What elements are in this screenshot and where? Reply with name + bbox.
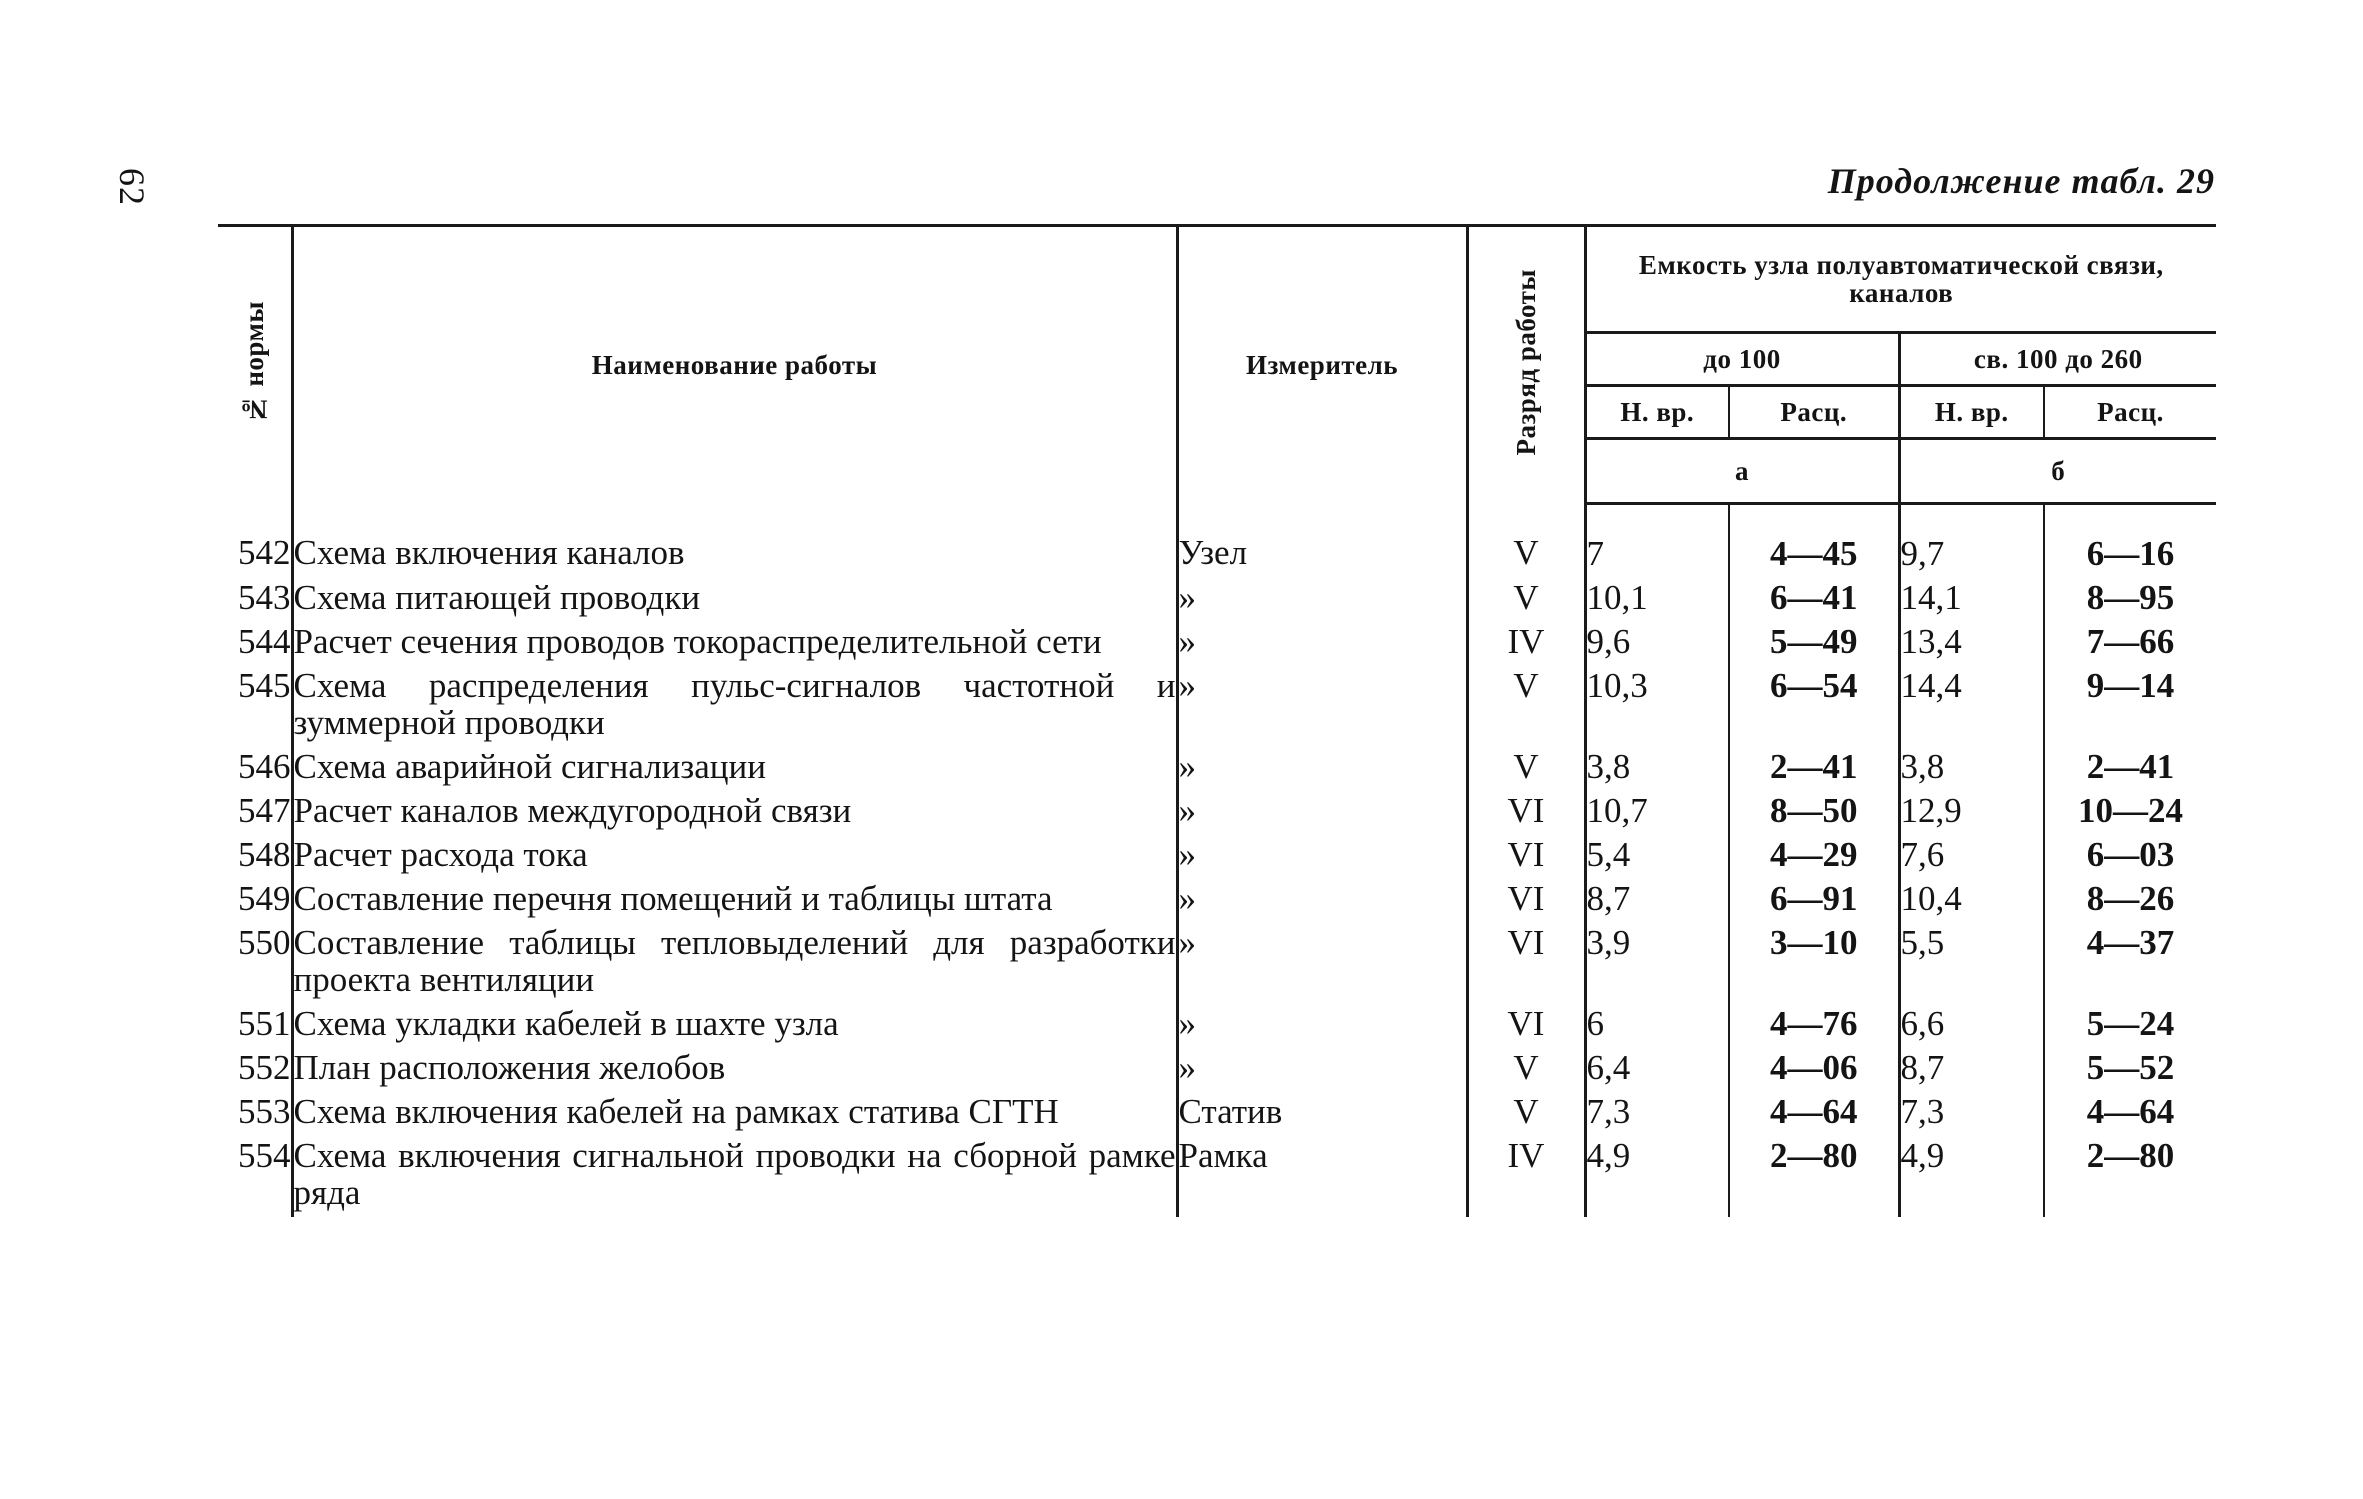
header-number: № нормы <box>218 226 292 504</box>
table-row <box>218 504 2216 578</box>
rate-a: 3—10 <box>1729 922 1899 1003</box>
measure-unit: » <box>1177 922 1467 1003</box>
rate-b: 8—26 <box>2044 878 2216 922</box>
time-norm-b: 5,5 <box>1899 922 2044 1003</box>
norm-number: 549 <box>238 879 291 918</box>
work-grade: V <box>1467 504 1585 578</box>
work-grade: VI <box>1467 922 1585 1003</box>
measure-unit: » <box>1177 746 1467 790</box>
measure-unit: » <box>1177 621 1467 665</box>
time-norm-a: 10,3 <box>1585 665 1729 746</box>
rate-a: 8—50 <box>1729 790 1899 834</box>
measure-unit: » <box>1177 834 1467 878</box>
rate-b: 2—80 <box>2044 1135 2216 1217</box>
work-name: Схема включения каналов <box>292 504 1177 578</box>
work-grade: V <box>1467 1047 1585 1091</box>
rate-b: 6—16 <box>2044 504 2216 578</box>
time-norm-a: 8,7 <box>1585 878 1729 922</box>
norm-number: 552 <box>238 1048 291 1087</box>
time-norm-a: 3,8 <box>1585 746 1729 790</box>
work-name: Схема включения сигнальной проводки на сборной рамке ряда <box>292 1135 1177 1217</box>
table-row <box>218 746 2216 790</box>
norm-number: 550 <box>238 923 291 962</box>
measure-unit: » <box>1177 665 1467 746</box>
work-grade: IV <box>1467 1135 1585 1217</box>
time-norm-a: 10,1 <box>1585 577 1729 621</box>
work-name: Схема распределения пульс-сигналов частотной и зуммерной проводки <box>292 665 1177 746</box>
work-grade: V <box>1467 1091 1585 1135</box>
rate-b: 6—03 <box>2044 834 2216 878</box>
rate-a: 4—06 <box>1729 1047 1899 1091</box>
table-row <box>218 577 2216 621</box>
table-row <box>218 1091 2216 1135</box>
measure-unit: » <box>1177 878 1467 922</box>
norm-number: 545 <box>238 666 291 705</box>
work-grade: V <box>1467 746 1585 790</box>
table-row <box>218 1135 2216 1217</box>
rate-b: 5—52 <box>2044 1047 2216 1091</box>
work-name: Составление таблицы тепловыделений для разработки проекта вентиляции <box>292 922 1177 1003</box>
measure-unit: » <box>1177 577 1467 621</box>
time-norm-a: 9,6 <box>1585 621 1729 665</box>
norm-number: 542 <box>238 532 291 572</box>
table-row <box>218 834 2216 878</box>
work-grade: V <box>1467 665 1585 746</box>
norm-number: 548 <box>238 835 291 874</box>
work-grade: VI <box>1467 1003 1585 1047</box>
work-name: Расчет сечения проводов токораспределительной сети <box>292 621 1177 665</box>
table-row <box>218 878 2216 922</box>
measure-unit: Узел <box>1177 504 1467 578</box>
norm-number: 543 <box>238 578 291 617</box>
norm-number: 551 <box>238 1004 291 1043</box>
table-row <box>218 1003 2216 1047</box>
norm-number: 553 <box>238 1092 291 1131</box>
work-grade: IV <box>1467 621 1585 665</box>
measure-unit: » <box>1177 1047 1467 1091</box>
work-name: Схема аварийной сигнализации <box>292 746 1177 790</box>
header-grade: Разряд работы <box>1467 226 1585 504</box>
work-grade: VI <box>1467 790 1585 834</box>
measure-unit: » <box>1177 790 1467 834</box>
rate-b: 8—95 <box>2044 577 2216 621</box>
work-name: Схема включения кабелей на рамках статива СГТН <box>292 1091 1177 1135</box>
table-caption: Продолжение табл. 29 <box>1827 161 2215 201</box>
work-name: Расчет каналов междугородной связи <box>292 790 1177 834</box>
norm-number: 554 <box>238 1136 291 1175</box>
work-grade: VI <box>1467 834 1585 878</box>
table-row <box>218 790 2216 834</box>
rate-a: 6—41 <box>1729 577 1899 621</box>
rate-b: 9—14 <box>2044 665 2216 746</box>
time-norm-a: 7,3 <box>1585 1091 1729 1135</box>
header-name: Наименование работы <box>292 226 1177 504</box>
table-body <box>218 504 2216 1218</box>
time-norm-a: 6,4 <box>1585 1047 1729 1091</box>
norm-number: 544 <box>238 622 291 661</box>
work-grade: V <box>1467 577 1585 621</box>
header-time-b: Н. вр. <box>1899 386 2044 439</box>
header-measure: Измеритель <box>1177 226 1467 504</box>
time-norm-b: 14,4 <box>1899 665 2044 746</box>
rate-a: 2—41 <box>1729 746 1899 790</box>
rate-b: 2—41 <box>2044 746 2216 790</box>
work-name: Расчет расхода тока <box>292 834 1177 878</box>
rate-a: 4—64 <box>1729 1091 1899 1135</box>
header-rate-a: Расц. <box>1729 386 1899 439</box>
norms-table <box>218 224 2216 1217</box>
rate-a: 4—45 <box>1729 504 1899 578</box>
time-norm-b: 3,8 <box>1899 746 2044 790</box>
table-row <box>218 621 2216 665</box>
time-norm-a: 5,4 <box>1585 834 1729 878</box>
table-header <box>218 226 2216 504</box>
measure-unit: Рамка <box>1177 1135 1467 1217</box>
header-capacity: Емкость узла полуавтоматической связи, каналов <box>1585 226 2216 333</box>
time-norm-b: 12,9 <box>1899 790 2044 834</box>
time-norm-a: 4,9 <box>1585 1135 1729 1217</box>
time-norm-b: 10,4 <box>1899 878 2044 922</box>
time-norm-b: 6,6 <box>1899 1003 2044 1047</box>
time-norm-b: 7,6 <box>1899 834 2044 878</box>
rate-b: 4—64 <box>2044 1091 2216 1135</box>
rate-a: 4—76 <box>1729 1003 1899 1047</box>
table-row <box>218 1047 2216 1091</box>
time-norm-a: 7 <box>1585 504 1729 578</box>
page-number: 62 <box>112 168 152 206</box>
rate-b: 7—66 <box>2044 621 2216 665</box>
time-norm-a: 10,7 <box>1585 790 1729 834</box>
time-norm-b: 4,9 <box>1899 1135 2044 1217</box>
header-letter-a: а <box>1585 439 1899 504</box>
rate-b: 10—24 <box>2044 790 2216 834</box>
work-name: Составление перечня помещений и таблицы штата <box>292 878 1177 922</box>
norm-number: 547 <box>238 791 291 830</box>
measure-unit: » <box>1177 1003 1467 1047</box>
header-rate-b: Расц. <box>2044 386 2216 439</box>
rate-a: 2—80 <box>1729 1135 1899 1217</box>
rate-a: 4—29 <box>1729 834 1899 878</box>
rate-b: 5—24 <box>2044 1003 2216 1047</box>
time-norm-a: 3,9 <box>1585 922 1729 1003</box>
work-grade: VI <box>1467 878 1585 922</box>
header-range-a: до 100 <box>1585 333 1899 386</box>
rate-a: 5—49 <box>1729 621 1899 665</box>
rate-b: 4—37 <box>2044 922 2216 1003</box>
header-letter-b: б <box>1899 439 2216 504</box>
work-name: Схема питающей проводки <box>292 577 1177 621</box>
norm-number: 546 <box>238 747 291 786</box>
rate-a: 6—91 <box>1729 878 1899 922</box>
work-name: План расположения желобов <box>292 1047 1177 1091</box>
time-norm-b: 7,3 <box>1899 1091 2044 1135</box>
time-norm-a: 6 <box>1585 1003 1729 1047</box>
header-time-a: Н. вр. <box>1585 386 1729 439</box>
table-row <box>218 665 2216 746</box>
table-row <box>218 922 2216 1003</box>
work-name: Схема укладки кабелей в шахте узла <box>292 1003 1177 1047</box>
time-norm-b: 9,7 <box>1899 504 2044 578</box>
time-norm-b: 14,1 <box>1899 577 2044 621</box>
measure-unit: Статив <box>1177 1091 1467 1135</box>
rate-a: 6—54 <box>1729 665 1899 746</box>
header-range-b: св. 100 до 260 <box>1899 333 2216 386</box>
time-norm-b: 13,4 <box>1899 621 2044 665</box>
time-norm-b: 8,7 <box>1899 1047 2044 1091</box>
